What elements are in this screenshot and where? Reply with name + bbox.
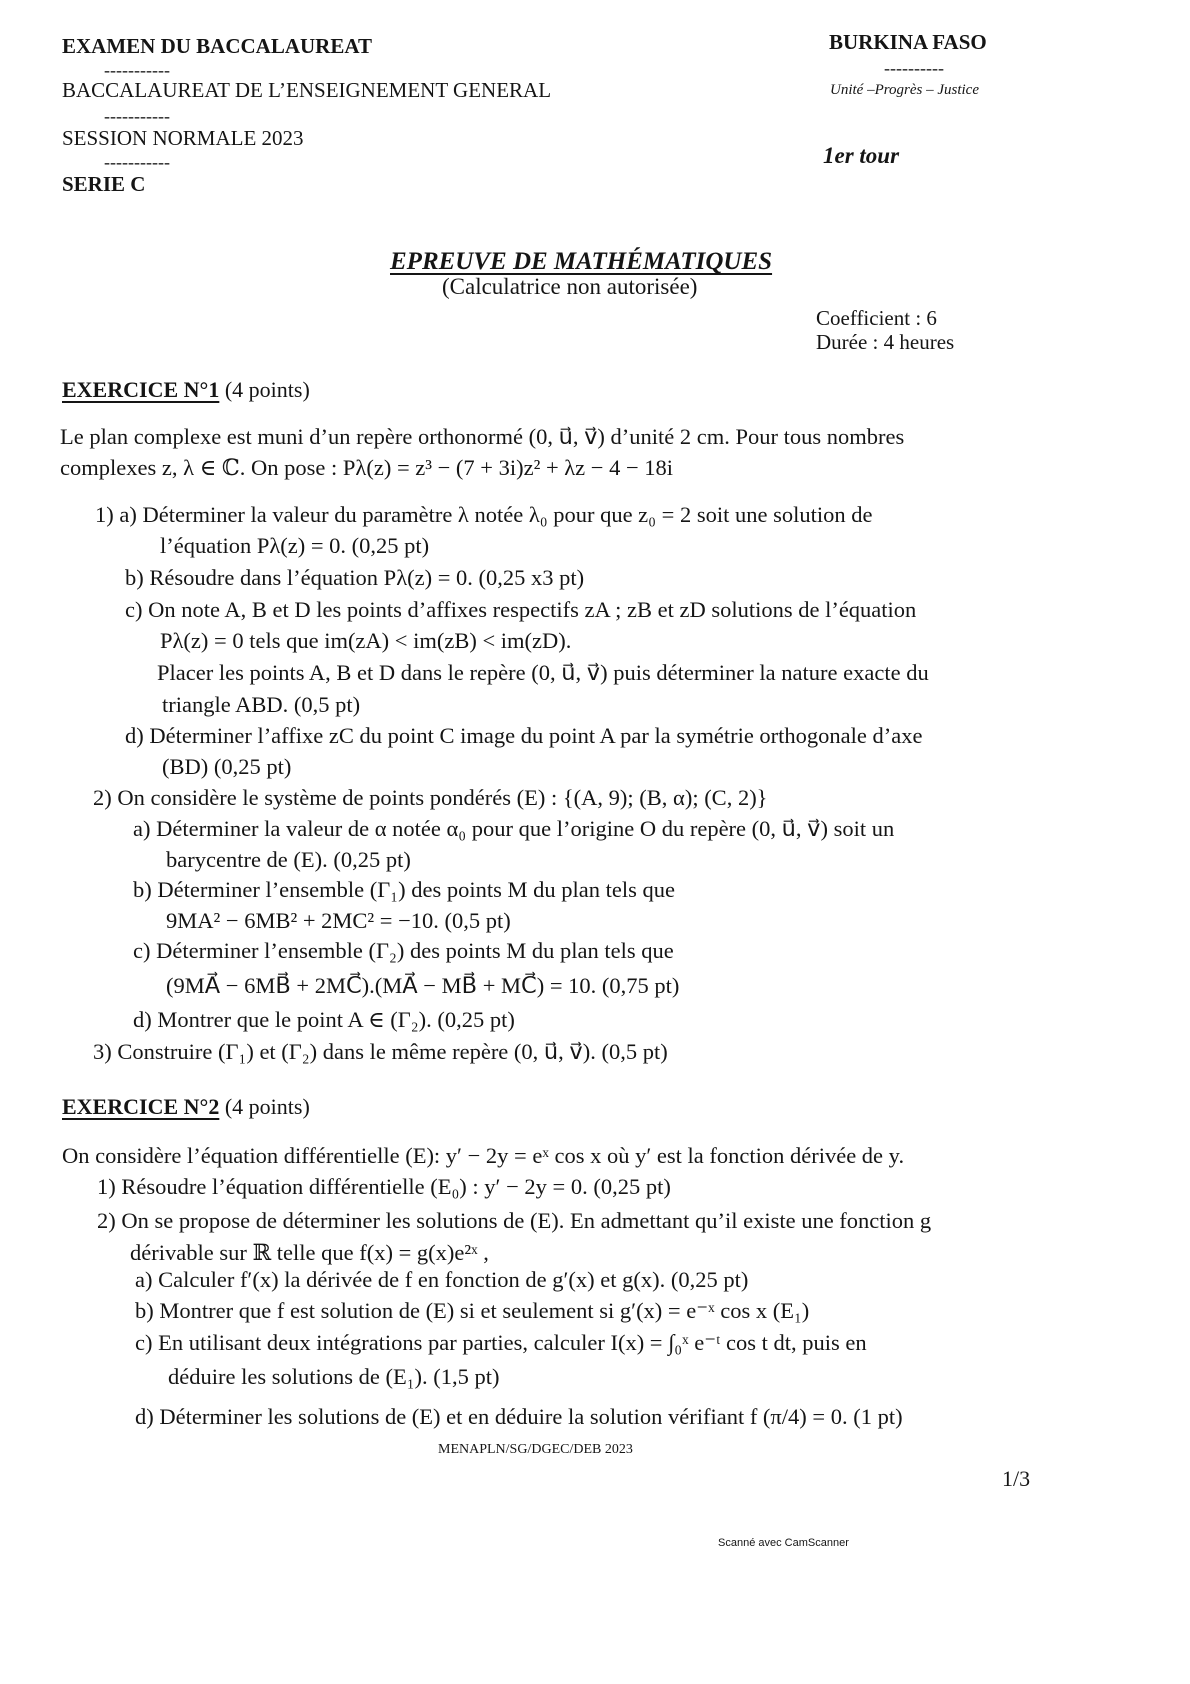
exam-type: BACCALAUREAT DE L’ENSEIGNEMENT GENERAL [62, 78, 552, 102]
ex1-line: Le plan complexe est muni d’un repère orthonormé (0, u⃗, v⃗) d’unité 2 cm. Pour tous nombres [60, 424, 905, 449]
ex1-line: barycentre de (E). (0,25 pt) [166, 847, 411, 872]
ex2-line: c) En utilisant deux intégrations par parties, calculer I(x) = ∫₀ˣ e⁻ᵗ cos t dt, puis en [135, 1330, 867, 1355]
ex1-line: a) Déterminer la valeur de α notée α₀ pour que l’origine O du repère (0, u⃗, v⃗) soit un [133, 816, 895, 841]
page-number: 1/3 [1002, 1466, 1031, 1491]
exercise-1-heading [62, 377, 310, 403]
country: BURKINA FASO [829, 30, 987, 54]
exercise-points: (4 points) [219, 1094, 310, 1119]
country-motto: Unité –Progrès – Justice [830, 82, 979, 98]
exercise-title: EXERCICE N°2 [62, 1094, 220, 1119]
ex1-line: b) Résoudre dans l’équation Pλ(z) = 0. (0,25 x3 pt) [125, 565, 585, 590]
ex1-line: (BD) (0,25 pt) [162, 754, 292, 779]
ex2-line: dérivable sur ℝ telle que f(x) = g(x)e²ˣ , [130, 1240, 489, 1265]
ex1-line: 2) On considère le système de points pondérés (E) : {(A, 9); (B, α); (C, 2)} [93, 785, 768, 810]
ex1-line: complexes z, λ ∈ ℂ. On pose : Pλ(z) = z³ − (7 + 3i)z² + λz − 4 − 18i [60, 455, 674, 480]
exam-title: EXAMEN DU BACCALAUREAT [62, 34, 372, 58]
ex1-line: c) Déterminer l’ensemble (Γ₂) des points M du plan tels que [133, 938, 674, 963]
ex1-line: d) Déterminer l’affixe zC du point C image du point A par la symétrie orthogonale d’axe [125, 723, 923, 748]
scanner-watermark: Scanné avec CamScanner [718, 1537, 849, 1549]
separator: ----------- [104, 106, 170, 126]
ex1-line: triangle ABD. (0,5 pt) [162, 692, 361, 717]
ex1-line: (9MA⃗ − 6MB⃗ + 2MC⃗).(MA⃗ − MB⃗ + MC⃗) = 10. (0,75 pt) [166, 973, 680, 998]
ex1-line: l’équation Pλ(z) = 0. (0,25 pt) [160, 533, 430, 558]
ex1-line: 1) a) Déterminer la valeur du paramètre λ notée λ₀ pour que z₀ = 2 soit une solution de [95, 502, 873, 527]
page-title: EPREUVE DE MATHÉMATIQUES [390, 248, 773, 275]
ex1-line: Placer les points A, B et D dans le repère (0, u⃗, v⃗) puis déterminer la nature exacte du [157, 660, 929, 685]
ex2-line: 2) On se propose de déterminer les solutions de (E). En admettant qu’il existe une fonction g [97, 1208, 932, 1233]
ex2-line: a) Calculer f′(x) la dérivée de f en fonction de g′(x) et g(x). (0,25 pt) [135, 1267, 749, 1292]
ex2-line: d) Déterminer les solutions de (E) et en déduire la solution vérifiant f (π/4) = 0. (1 pt) [135, 1404, 903, 1429]
separator: ----------- [104, 152, 170, 172]
ex1-line: c) On note A, B et D les points d’affixes respectifs zA ; zB et zD solutions de l’équation [125, 597, 917, 622]
separator: ----------- [104, 60, 170, 80]
exercise-2-heading [62, 1094, 310, 1120]
ex1-line: 9MA² − 6MB² + 2MC² = −10. (0,5 pt) [166, 908, 511, 933]
separator: ---------- [884, 58, 944, 78]
duration: Durée : 4 heures [816, 330, 955, 354]
ex2-line: b) Montrer que f est solution de (E) si et seulement si g′(x) = e⁻ˣ cos x (E₁) [135, 1298, 810, 1323]
ex2-line: déduire les solutions de (E₁). (1,5 pt) [168, 1364, 500, 1389]
ex2-line: 1) Résoudre l’équation différentielle (E₀) : y′ − 2y = 0. (0,25 pt) [97, 1174, 671, 1199]
ex1-line: d) Montrer que le point A ∈ (Γ₂). (0,25 pt) [133, 1007, 515, 1032]
ex2-line: On considère l’équation différentielle (E): y′ − 2y = eˣ cos x où y′ est la fonction dérivée de y. [62, 1143, 905, 1168]
exam-serie: SERIE C [62, 172, 146, 196]
tour-label: 1er tour [823, 143, 900, 168]
document-reference: MENAPLN/SG/DGEC/DEB 2023 [438, 1442, 633, 1457]
ex1-line: b) Déterminer l’ensemble (Γ₁) des points M du plan tels que [133, 877, 675, 902]
ex1-line: 3) Construire (Γ₁) et (Γ₂) dans le même repère (0, u⃗, v⃗). (0,5 pt) [93, 1039, 668, 1064]
exercise-points: (4 points) [219, 377, 310, 402]
exercise-title: EXERCICE N°1 [62, 377, 220, 402]
exam-session: SESSION NORMALE 2023 [62, 126, 304, 150]
coefficient: Coefficient : 6 [816, 306, 937, 330]
ex1-line: Pλ(z) = 0 tels que im(zA) < im(zB) < im(zD). [160, 628, 572, 653]
page-subtitle: (Calculatrice non autorisée) [442, 274, 698, 299]
